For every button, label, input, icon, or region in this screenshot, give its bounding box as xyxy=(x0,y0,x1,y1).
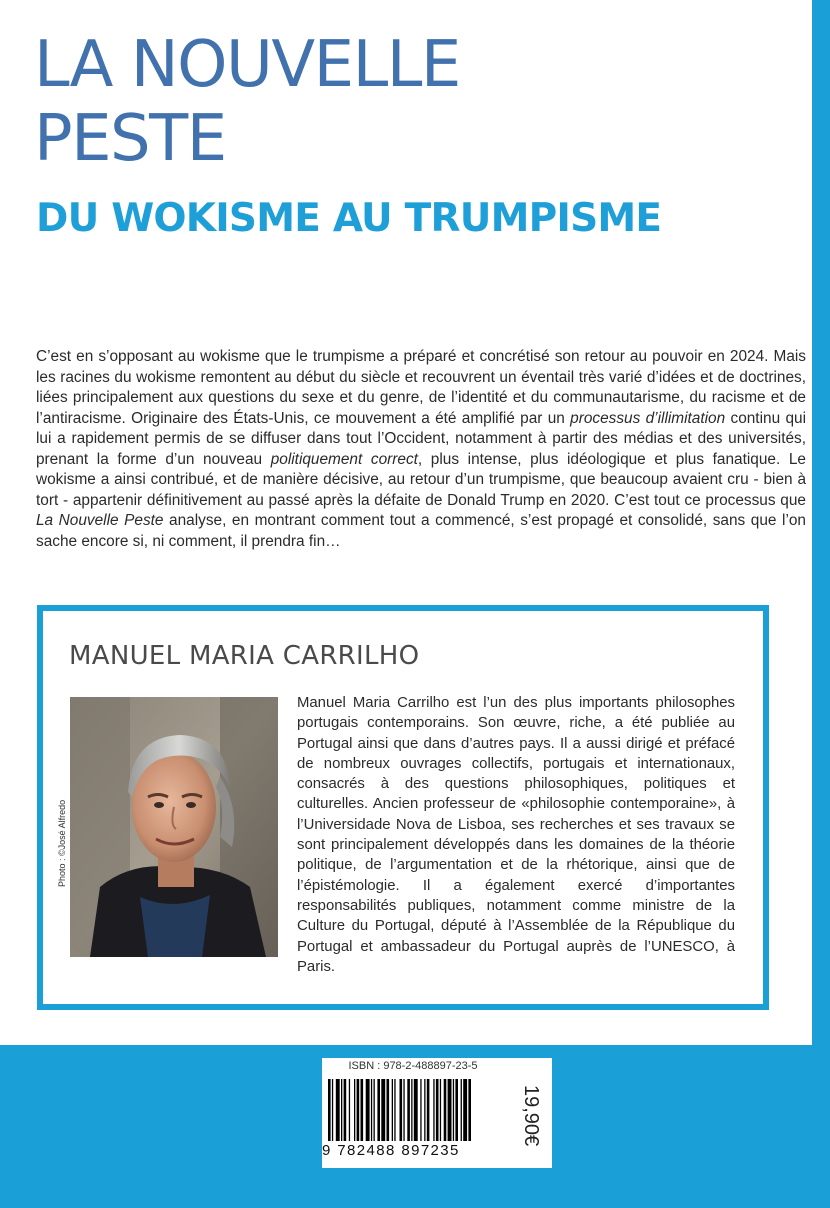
barcode-bar xyxy=(394,1079,395,1141)
barcode-bar xyxy=(392,1079,393,1141)
barcode-bar xyxy=(424,1079,425,1141)
author-biography: Manuel Maria Carrilho est l’un des plus importants philosophes portugais contemporains. Son œuvre, riche, a été publiée au Portugal ainsi que dans d’autres pays. Il a aussi dirigé et préfacé de nombreux ouvrages collectifs, portugais et internationaux, consacrés à des questions philosophiques, politiques et culturelles. Ancien professeur de «philosophie contemporaine», à l’Universidade Nova de Lisboa, ses recherches et ses travaux se sont principalement développés dans les domaines de la théorie politique, de l’argumentation et de la rhétorique, ainsi que de l’épistémologie. Il a également exercé d’importantes responsabilités publiques, notamment comme ministre de la Culture du Portugal, député à l’Assemblée de la République du Portugal et ambassadeur du Portugal auprès de l’UNESCO, à Paris. xyxy=(297,695,735,975)
barcode-bar xyxy=(403,1079,404,1141)
barcode-bar xyxy=(366,1079,370,1141)
side-accent-bar xyxy=(812,0,830,1045)
summary-text-1: C’est en s’opposant au wokisme que le trumpisme a préparé et concrétisé son retour au pouvoir en 2024. Mais les racines du wokisme remontent au début du siècle et recouvrent un éventail très varié d’idées et de doctrines, liées principalement aux questions du sexe et du genre, de l’identité et du communautarisme, du racisme et de l’antiracisme. Originaire des États-Unis, ce mouvement a été amplifié par un xyxy=(36,348,806,427)
price: 19,90€ xyxy=(520,1085,542,1147)
barcode-bar xyxy=(354,1079,355,1141)
barcode-bar xyxy=(420,1079,421,1141)
barcode-bar xyxy=(468,1079,471,1141)
barcode-bar xyxy=(440,1079,441,1141)
barcode-bar xyxy=(341,1079,342,1141)
barcode-bar xyxy=(371,1079,372,1141)
barcode-bar xyxy=(407,1079,410,1141)
barcode-bar xyxy=(328,1079,331,1141)
author-photo xyxy=(70,697,278,957)
barcode-bar xyxy=(387,1079,390,1141)
author-name: MANUEL MARIA CARRILHO xyxy=(69,641,420,671)
book-title xyxy=(34,28,794,176)
barcode-bar xyxy=(357,1079,360,1141)
summary-text-2: continu qui lui a rapidement permis de se diffuser dans tout l’Occident, notamment à partir des médias et des universités, prenant la forme d’un nouveau xyxy=(36,409,806,468)
summary-text-4: analyse, en montrant comment tout a commencé, s’est propagé et consolidé, sans que l’on sache encore si, ni comment, il prendra fin… xyxy=(36,512,806,550)
barcode-bar xyxy=(381,1079,385,1141)
barcode-bar xyxy=(336,1079,340,1141)
barcode-bar xyxy=(374,1079,375,1141)
barcode-bar xyxy=(400,1079,403,1141)
back-cover-summary xyxy=(36,347,806,552)
barcode-bar xyxy=(461,1079,462,1141)
barcode-bar xyxy=(453,1079,454,1141)
title-line-2: PESTE xyxy=(34,102,226,176)
barcode-bar xyxy=(444,1079,447,1141)
barcode-bar xyxy=(377,1079,380,1141)
isbn-label: ISBN : 978-2-488897-23-5 xyxy=(348,1060,478,1072)
barcode-bar xyxy=(349,1079,350,1141)
barcode-digits: 9 782488 897235 xyxy=(322,1142,460,1159)
barcode-bar xyxy=(427,1079,430,1141)
summary-text-3: , plus intense, plus idéologique et plus fanatique. Le wokisme a ainsi contribué, et de manière décisive, au retour d’un trumpisme, que beaucoup avaient cru - bien à tort - appartenir définitivement au passé après la défaite de Donald Trump en 2020. C’est tout ce processus que xyxy=(36,450,806,509)
barcode-bar xyxy=(455,1079,458,1141)
barcode-bar xyxy=(411,1079,412,1141)
summary-emphasis-2: politiquement correct xyxy=(270,450,418,468)
barcode-bar xyxy=(361,1079,364,1141)
summary-emphasis-3: La Nouvelle Peste xyxy=(36,512,164,529)
author-box xyxy=(37,605,769,1010)
barcode-bar xyxy=(436,1079,439,1141)
barcode-bar xyxy=(344,1079,347,1141)
summary-emphasis-1: processus d’illimitation xyxy=(570,409,726,427)
barcode-icon xyxy=(328,1079,508,1141)
barcode-bar xyxy=(433,1079,434,1141)
barcode-bar xyxy=(448,1079,452,1141)
title-line-1: LA NOUVELLE xyxy=(34,28,460,102)
barcode-bar xyxy=(332,1079,333,1141)
book-subtitle: DU WOKISME AU TRUMPISME xyxy=(36,196,662,241)
author-portrait-image xyxy=(70,697,278,957)
barcode-bar xyxy=(414,1079,418,1141)
photo-credit: Photo : ©José Alfredo xyxy=(57,799,67,887)
barcode-bar xyxy=(463,1079,467,1141)
